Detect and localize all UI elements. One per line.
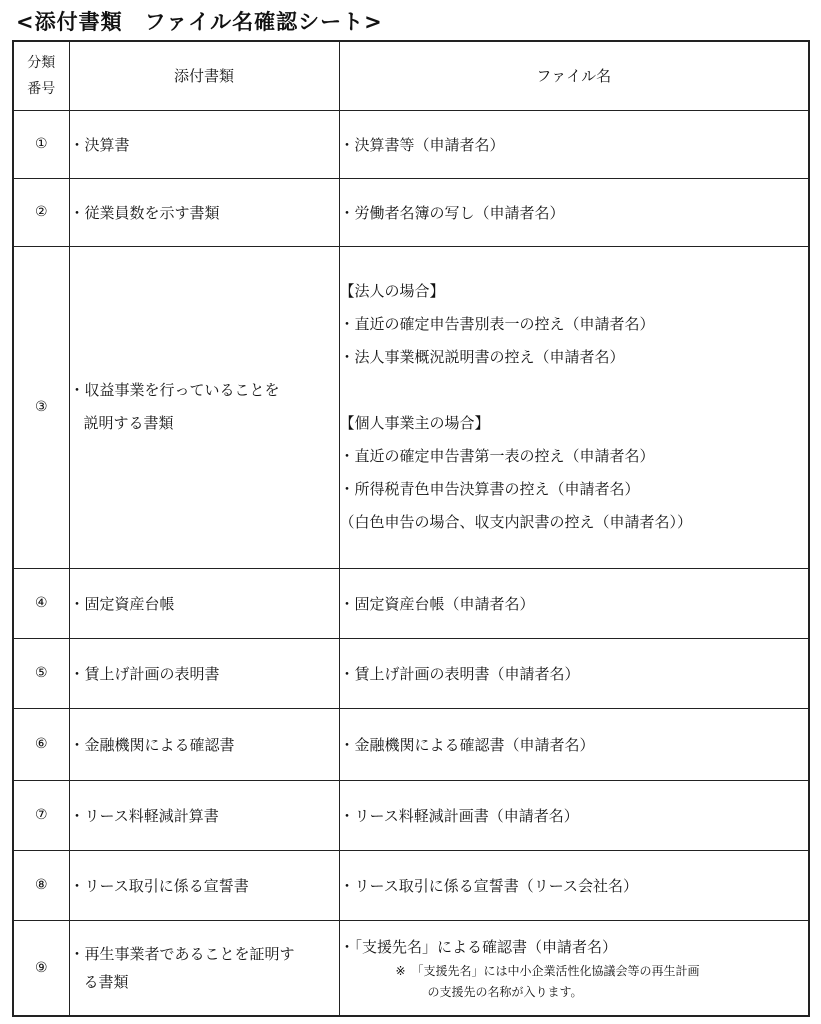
row-attachment <box>69 246 339 568</box>
table-row <box>13 780 809 850</box>
row-attachment-line: 説明する書類 <box>83 414 174 432</box>
file-note-line: ※ 「支援先名」には中小企業活性化協議会等の再生計画 <box>395 963 700 978</box>
row-number: ⑦ <box>13 780 69 850</box>
row-file-name: ・決算書等（申請者名） <box>339 110 809 178</box>
row-attachment: ・決算書 <box>69 110 339 178</box>
file-line-sole-prop-heading: 【個人事業主の場合】 <box>339 414 490 432</box>
row-number: ② <box>13 178 69 246</box>
table-row <box>13 638 809 708</box>
table-row <box>13 110 809 178</box>
file-line-corp-heading: 【法人の場合】 <box>339 282 445 300</box>
row-attachment: ・リース料軽減計算書 <box>69 780 339 850</box>
row-number: ⑤ <box>13 638 69 708</box>
row-number: ⑧ <box>13 850 69 920</box>
file-line: （白色申告の場合、収支内訳書の控え（申請者名）） <box>339 513 693 531</box>
header-category-number <box>13 41 69 110</box>
table-row <box>13 246 809 568</box>
file-line: ・「支援先名」による確認書（申請者名） <box>339 937 618 956</box>
header-num-line1: 分類 <box>27 54 56 71</box>
row-number: ④ <box>13 568 69 638</box>
row-file-name <box>339 246 809 568</box>
table-row <box>13 708 809 780</box>
attachment-file-table <box>12 40 810 1017</box>
row-attachment <box>69 920 339 1016</box>
file-line: ・直近の確定申告書第一表の控え（申請者名） <box>339 447 655 465</box>
row-attachment: ・従業員数を示す書類 <box>69 178 339 246</box>
row-file-name: ・賃上げ計画の表明書（申請者名） <box>339 638 809 708</box>
table-row <box>13 178 809 246</box>
table-row <box>13 568 809 638</box>
row-attachment: ・固定資産台帳 <box>69 568 339 638</box>
page-title: <添付書類 ファイル名確認シート> <box>16 10 383 34</box>
file-note-line: の支援先の名称が入ります。 <box>427 984 583 999</box>
row-number: ③ <box>13 246 69 568</box>
row-attachment: ・賃上げ計画の表明書 <box>69 638 339 708</box>
row-file-name: ・リース料軽減計画書（申請者名） <box>339 780 809 850</box>
row-attachment: ・金融機関による確認書 <box>69 708 339 780</box>
table-row <box>13 850 809 920</box>
file-line: ・所得税青色申告決算書の控え（申請者名） <box>339 480 640 498</box>
row-number: ⑥ <box>13 708 69 780</box>
header-attachment: 添付書類 <box>69 41 339 110</box>
row-file-name: ・固定資産台帳（申請者名） <box>339 568 809 638</box>
row-file-name <box>339 920 809 1016</box>
table-header-row <box>13 41 809 110</box>
header-num-line2: 番号 <box>27 80 56 97</box>
file-line: ・法人事業概況説明書の控え（申請者名） <box>339 348 625 366</box>
row-attachment-line: ・収益事業を行っていることを <box>69 381 280 399</box>
row-file-name: ・リース取引に係る宣誓書（リース会社名） <box>339 850 809 920</box>
row-number: ① <box>13 110 69 178</box>
table-row <box>13 920 809 1016</box>
file-line: ・直近の確定申告書別表一の控え（申請者名） <box>339 315 655 333</box>
row-attachment-line: ・再生事業者であることを証明す <box>69 944 295 963</box>
row-number: ⑨ <box>13 920 69 1016</box>
row-attachment-line: る書類 <box>83 972 129 991</box>
line-gap <box>340 374 809 407</box>
row-attachment: ・リース取引に係る宣誓書 <box>69 850 339 920</box>
row-file-name: ・労働者名簿の写し（申請者名） <box>339 178 809 246</box>
header-file-name: ファイル名 <box>339 41 809 110</box>
row-file-name: ・金融機関による確認書（申請者名） <box>339 708 809 780</box>
